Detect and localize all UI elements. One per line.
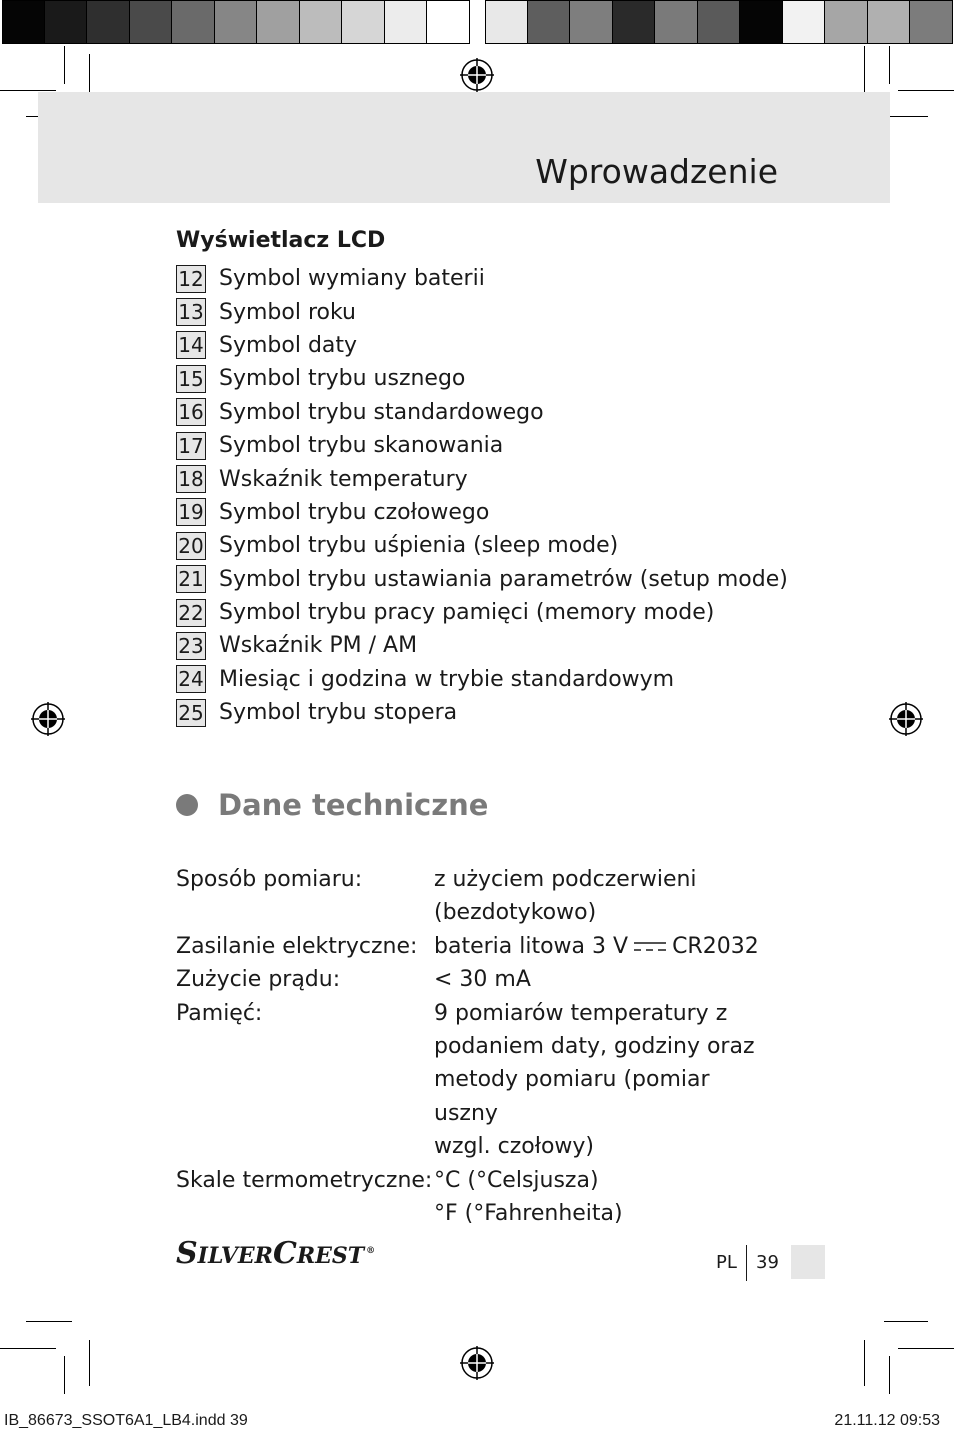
- calibration-swatch: [2, 0, 45, 44]
- lcd-legend-item: [176, 529, 788, 562]
- logo-part: ILVER: [197, 1243, 273, 1269]
- calibration-swatch: [868, 0, 911, 44]
- registered-mark: ®: [366, 1246, 376, 1256]
- bullet-icon: [176, 794, 198, 816]
- lcd-legend-item: [176, 629, 788, 662]
- lcd-legend-item: [176, 295, 788, 328]
- lcd-legend-item: [176, 329, 788, 362]
- item-number-badge: 13: [176, 298, 206, 326]
- calibration-swatch: [655, 0, 698, 44]
- print-slug-datetime: 21.11.12 09:53: [834, 1412, 940, 1429]
- item-number-badge: 16: [176, 398, 206, 426]
- item-label: Symbol trybu uśpienia (sleep mode): [219, 533, 619, 559]
- item-label: Wskaźnik temperatury: [219, 466, 468, 492]
- dc-current-icon: [634, 940, 666, 954]
- lcd-heading: Wyświetlacz LCD: [176, 228, 386, 253]
- spec-value-line: wzgl. czołowy): [434, 1134, 595, 1160]
- calibration-swatch: [698, 0, 741, 44]
- spec-value-line: 9 pomiarów temperatury z: [434, 1000, 728, 1026]
- spec-label: Sposób pomiaru:: [176, 867, 363, 892]
- spec-value-line: °F (°Fahrenheita): [434, 1201, 623, 1227]
- crop-mark: [864, 1340, 865, 1386]
- item-label: Symbol trybu stopera: [219, 700, 458, 726]
- power-text: bateria litowa 3 V: [434, 933, 629, 959]
- crop-mark: [884, 1321, 928, 1322]
- lcd-legend-item: [176, 663, 788, 696]
- lcd-legend-list: [176, 262, 788, 729]
- language-code: PL: [716, 1252, 737, 1273]
- color-calibration-bar-left: [2, 0, 470, 46]
- spec-row: [176, 963, 774, 996]
- spec-value: [434, 1164, 774, 1231]
- battery-type: CR2032: [672, 933, 759, 959]
- spec-value-line: z użyciem podczerwieni: [434, 867, 697, 892]
- registration-mark-icon: [460, 58, 494, 92]
- color-calibration-bar-right: [485, 0, 953, 46]
- calibration-swatch: [300, 0, 343, 44]
- spec-value-line: podaniem daty, godziny oraz: [434, 1034, 755, 1060]
- item-label: Symbol roku: [219, 299, 356, 325]
- item-label: Symbol wymiany baterii: [219, 266, 485, 292]
- section-heading-text: Dane techniczne: [218, 788, 489, 822]
- lcd-legend-item: [176, 462, 788, 495]
- item-label: Symbol trybu pracy pamięci (memory mode): [219, 600, 715, 626]
- spec-label: Zasilanie elektryczne:: [176, 933, 418, 959]
- item-number-badge: 20: [176, 532, 206, 560]
- item-number-badge: 25: [176, 699, 206, 727]
- calibration-swatch: [87, 0, 130, 44]
- calibration-swatch: [257, 0, 300, 44]
- spec-value-line: metody pomiaru (pomiar uszny: [434, 1067, 710, 1126]
- lcd-legend-item: [176, 362, 788, 395]
- crop-mark: [64, 1356, 65, 1394]
- calibration-swatch: [783, 0, 826, 44]
- crop-mark: [889, 1356, 890, 1394]
- logo-letter: C: [272, 1236, 297, 1271]
- spec-label: Pamięć:: [176, 1000, 263, 1026]
- crop-mark: [898, 1348, 954, 1349]
- spec-row: [176, 930, 774, 963]
- spec-label: Zużycie prądu:: [176, 967, 341, 993]
- calibration-swatch: [740, 0, 783, 44]
- calibration-swatch: [825, 0, 868, 44]
- item-label: Symbol daty: [219, 332, 358, 358]
- crop-mark: [889, 46, 890, 84]
- crop-mark: [0, 1348, 56, 1349]
- page-number: 39: [756, 1252, 779, 1273]
- page-title: Wprowadzenie: [535, 152, 778, 191]
- item-number-badge: 12: [176, 265, 206, 293]
- page-tab-box: [791, 1245, 825, 1279]
- crop-mark: [0, 90, 56, 91]
- spec-row: [176, 863, 774, 930]
- item-label: Symbol trybu usznego: [219, 366, 466, 392]
- spec-value-line: < 30 mA: [434, 967, 531, 993]
- item-number-badge: 15: [176, 365, 206, 393]
- lcd-legend-item: [176, 429, 788, 462]
- lcd-legend-item: [176, 563, 788, 596]
- item-number-badge: 14: [176, 331, 206, 359]
- spec-value: [434, 863, 774, 930]
- crop-mark: [898, 90, 954, 91]
- spec-value-line: °C (°Celsjusza): [434, 1167, 599, 1193]
- item-label: Symbol trybu standardowego: [219, 399, 544, 425]
- calibration-swatch: [342, 0, 385, 44]
- logo-letter: S: [176, 1236, 198, 1271]
- calibration-swatch: [130, 0, 173, 44]
- calibration-swatch: [427, 0, 470, 44]
- calibration-swatch: [910, 0, 953, 44]
- spec-row: [176, 997, 774, 1164]
- calibration-swatch: [215, 0, 258, 44]
- lcd-legend-item: [176, 262, 788, 295]
- logo-part: REST: [296, 1243, 365, 1269]
- calibration-swatch: [172, 0, 215, 44]
- registration-mark-icon: [889, 702, 923, 736]
- spec-value-line: (bezdotykowo): [434, 900, 597, 926]
- item-number-badge: 21: [176, 565, 206, 593]
- spec-table: [176, 863, 774, 1230]
- spec-label: Skale termometryczne:: [176, 1167, 433, 1193]
- calibration-swatch: [570, 0, 613, 44]
- lcd-legend-item: [176, 496, 788, 529]
- item-label: Symbol trybu czołowego: [219, 499, 490, 525]
- spec-value: [434, 930, 774, 963]
- registration-mark-icon: [31, 702, 65, 736]
- item-label: Symbol trybu ustawiania parametrów (setup mode): [219, 566, 788, 592]
- item-label: Miesiąc i godzina w trybie standardowym: [219, 666, 675, 692]
- crop-mark: [26, 1321, 72, 1322]
- item-number-badge: 18: [176, 465, 206, 493]
- calibration-swatch: [485, 0, 528, 44]
- crop-mark: [89, 1340, 90, 1386]
- item-number-badge: 19: [176, 498, 206, 526]
- lcd-legend-item: [176, 596, 788, 629]
- print-slug-file: IB_86673_SSOT6A1_LB4.indd 39: [4, 1412, 248, 1429]
- lcd-legend-item: [176, 396, 788, 429]
- divider: [746, 1245, 747, 1281]
- item-number-badge: 17: [176, 432, 206, 460]
- item-label: Symbol trybu skanowania: [219, 433, 504, 459]
- crop-mark: [884, 116, 928, 117]
- calibration-swatch: [385, 0, 428, 44]
- registration-mark-icon: [460, 1346, 494, 1380]
- item-number-badge: 24: [176, 665, 206, 693]
- calibration-swatch: [613, 0, 656, 44]
- lcd-legend-item: [176, 696, 788, 729]
- spec-value: [434, 963, 774, 996]
- spec-row: [176, 1164, 774, 1231]
- item-number-badge: 23: [176, 632, 206, 660]
- item-number-badge: 22: [176, 599, 206, 627]
- crop-mark: [64, 46, 65, 84]
- spec-value: [434, 997, 774, 1164]
- section-heading: [176, 788, 488, 822]
- calibration-swatch: [528, 0, 571, 44]
- calibration-swatch: [45, 0, 88, 44]
- brand-logo: [176, 1236, 375, 1276]
- item-label: Wskaźnik PM / AM: [219, 633, 418, 659]
